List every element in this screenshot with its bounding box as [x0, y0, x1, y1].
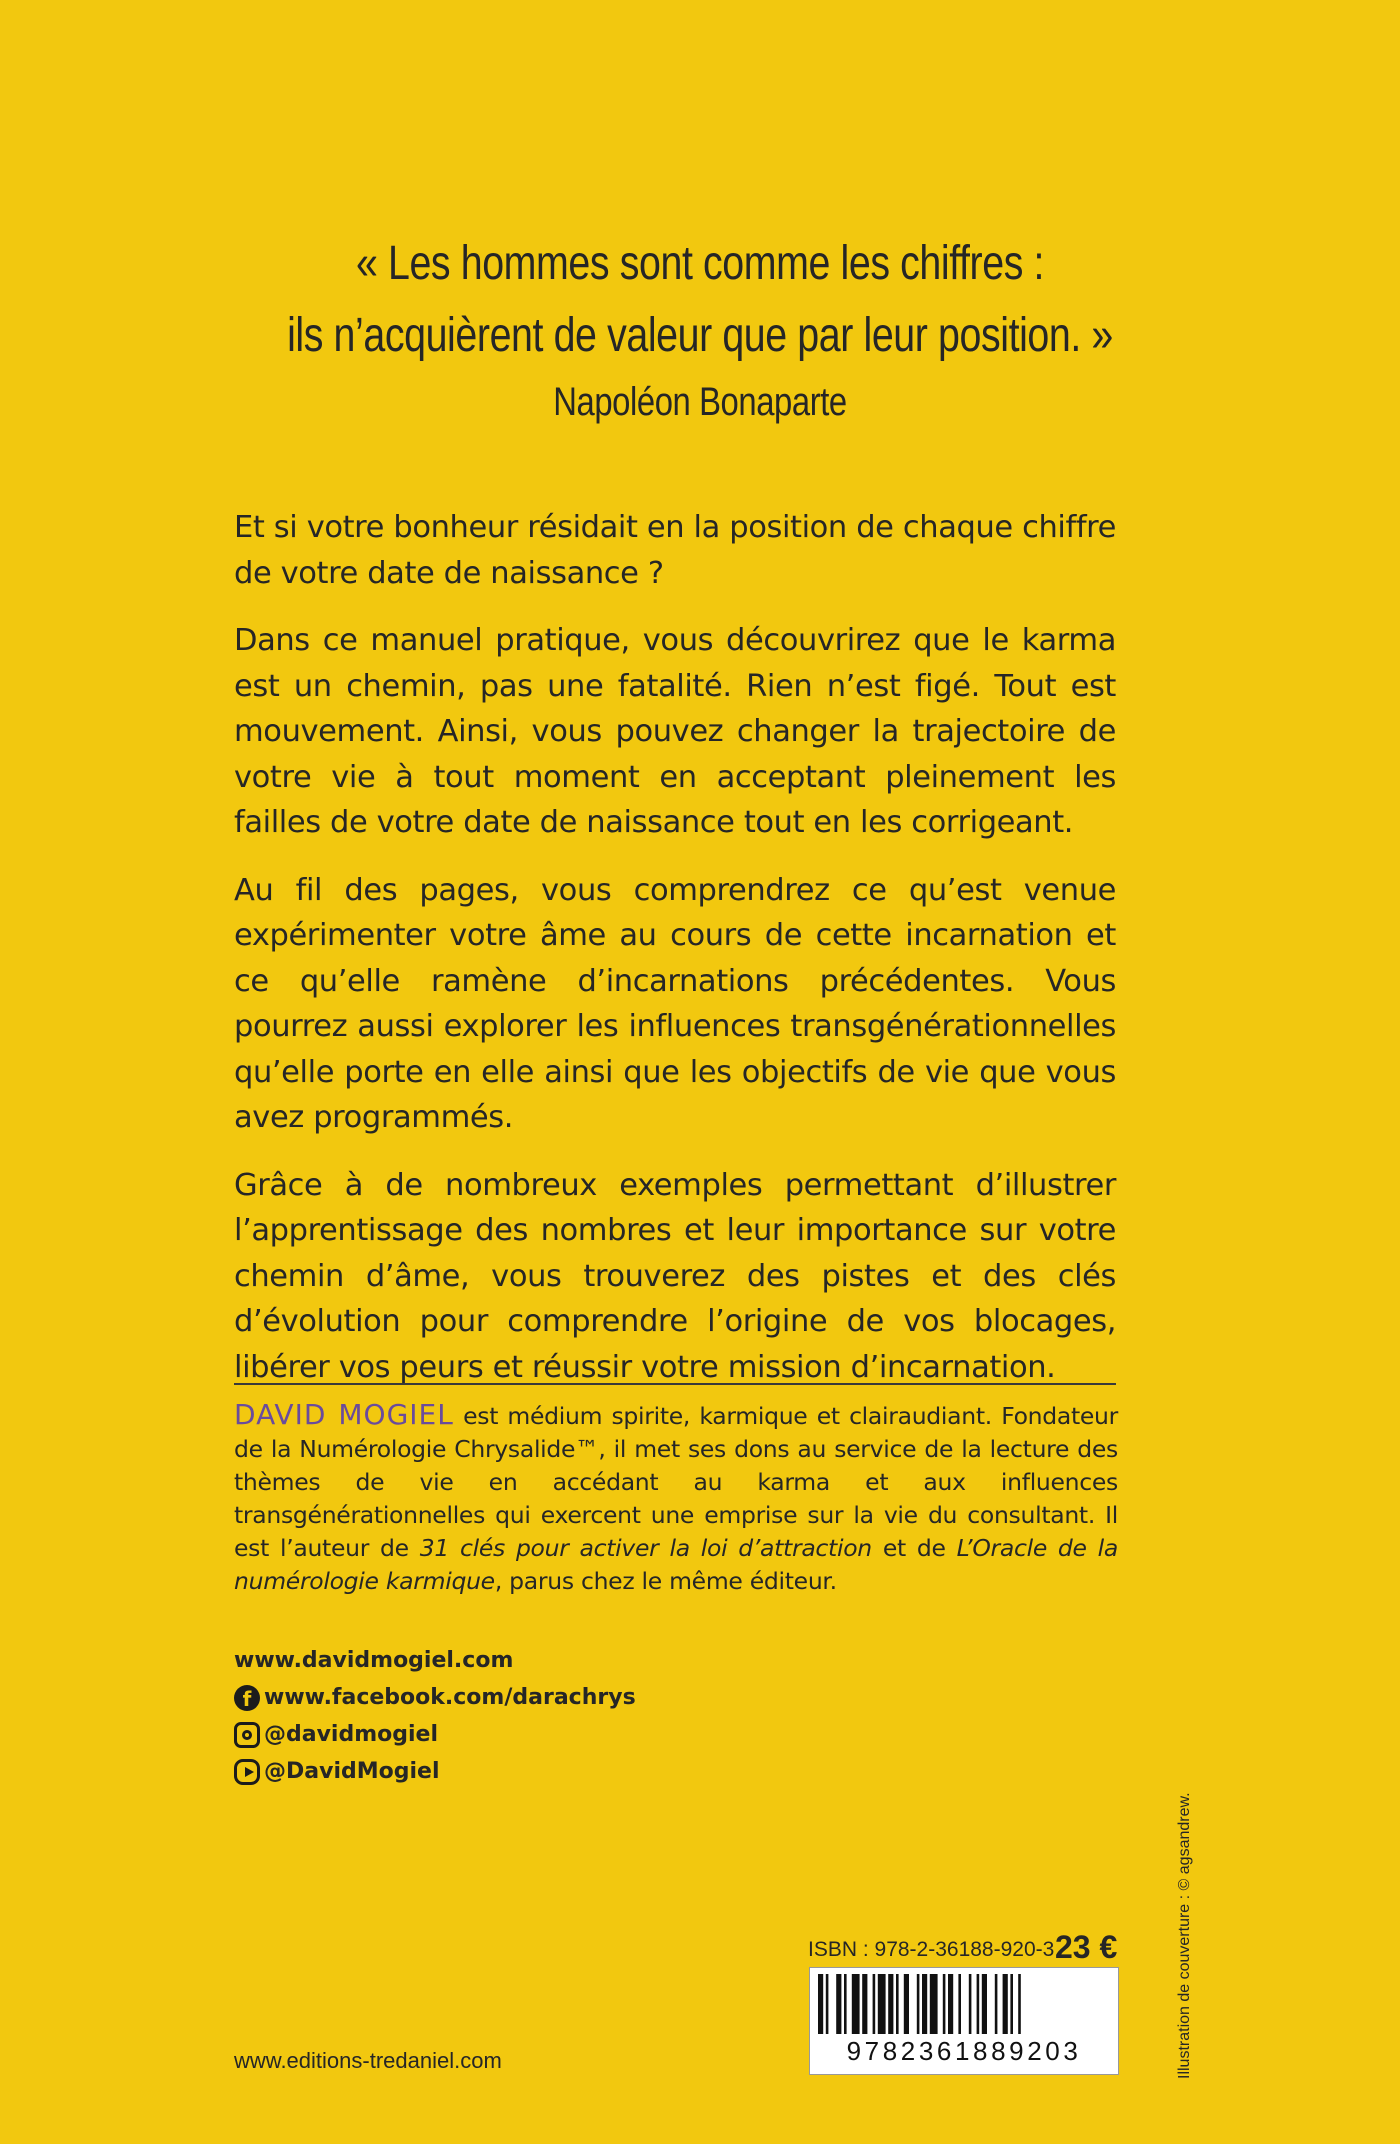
youtube-link-text: @DavidMogiel	[264, 1759, 440, 1784]
isbn: ISBN : 978-2-36188-920-3	[808, 1938, 1055, 1961]
barcode-bar	[818, 1974, 823, 2038]
barcode-bar	[969, 1974, 972, 2038]
barcode-bar	[977, 1974, 980, 2038]
youtube-icon	[234, 1759, 260, 1785]
publisher-website[interactable]: www.editions-tredaniel.com	[234, 2048, 502, 2073]
author-bio	[234, 1398, 1118, 1598]
barcode-bar	[922, 1974, 927, 2038]
instagram-link-text: @davidmogiel	[264, 1722, 439, 1747]
barcode-bar	[1003, 1974, 1008, 2038]
bio-text-1: est médium spirite, karmique et clairaudiant. Fondateur de la Numérologie Chrysalide™, il met ses dons au service de la lecture des thèmes de vie en accédant au karma et aux influences transgénérationnelles qui exercent une emprise sur la vie du consultant. Il est l’auteur de	[234, 1402, 1118, 1562]
bio-text-2: et de	[871, 1534, 957, 1562]
barcode-bar	[995, 1974, 998, 2038]
barcode-bar	[948, 1974, 953, 2038]
barcode	[809, 1967, 1119, 2075]
paragraph-2: Dans ce manuel pratique, vous découvrirez que le karma est un chemin, pas une fatalité. Rien n’est figé. Tout est mouvement. Ainsi, vous pouvez changer la trajectoire de votre vie à tout moment en acceptant pleinement les failles de votre date de naissance tout en les corrigeant.	[234, 623, 1116, 840]
barcode-bar	[888, 1974, 893, 2038]
barcode-bar	[836, 1974, 841, 2038]
instagram-icon	[234, 1722, 260, 1748]
barcode-bar	[852, 1974, 860, 2038]
epigraph-quote	[126, 228, 1274, 434]
bio-text-3: , parus chez le même éditeur.	[494, 1567, 837, 1595]
website-link-text: www.davidmogiel.com	[234, 1648, 514, 1673]
price: 23 €	[1055, 1929, 1118, 1965]
facebook-link[interactable]	[234, 1679, 636, 1716]
facebook-link-text: www.facebook.com/darachrys	[264, 1685, 636, 1710]
facebook-icon: f	[234, 1685, 260, 1711]
barcode-bar	[917, 1974, 920, 2038]
book-title-1: 31 clés pour activer la loi d’attraction	[419, 1534, 872, 1562]
quote-line-2: ils n’acquièrent de valeur que par leur position. »	[287, 309, 1113, 362]
book-title-2: L’Oracle de la numérologie karmique	[234, 1534, 1118, 1595]
quote-author: Napoléon Bonaparte	[553, 380, 847, 424]
quote-line-1: « Les hommes sont comme les chiffres :	[355, 237, 1045, 290]
paragraph-3: Au fil des pages, vous comprendrez ce qu’est venue expérimenter votre âme au cours de cette incarnation et ce qu’elle ramène d’incarnations précédentes. Vous pourrez aussi explorer les influences transgénérationnelles qu’elle porte en elle ainsi que les objectifs de vie que vous avez programmés.	[234, 872, 1116, 1135]
barcode-bar	[1018, 1974, 1021, 2038]
cover-credit: Illustration de couverture : © agsandrew.	[1176, 1792, 1193, 2079]
divider	[234, 1383, 1116, 1385]
paragraph-4: Grâce à de nombreux exemples permettant d’illustrer l’apprentissage des nombres et leur importance sur votre chemin d’âme, vous trouverez des pistes et des clés d’évolution pour comprendre l’origine de vos blocages, libérer vos peurs et réussir votre mission d’incarnation.	[234, 1167, 1116, 1385]
barcode-digits: 9782361889203	[814, 2034, 1114, 2068]
barcode-bar	[862, 1974, 867, 2038]
barcode-bar	[873, 1974, 876, 2038]
barcode-bar	[982, 1974, 987, 2038]
barcode-bar	[904, 1974, 909, 2038]
author-links	[234, 1642, 636, 1790]
youtube-link[interactable]	[234, 1753, 636, 1790]
barcode-bar	[930, 1974, 938, 2038]
barcode-bar	[1010, 1974, 1013, 2038]
instagram-link[interactable]	[234, 1716, 636, 1753]
paragraph-1: Et si votre bonheur résidait en la position de chaque chiffre de votre date de naissance ?	[234, 510, 1116, 591]
barcode-bar	[878, 1974, 886, 2038]
barcode-bar	[896, 1974, 899, 2038]
author-name: DAVID MOGIEL	[234, 1398, 454, 1431]
barcode-bar	[844, 1974, 847, 2038]
barcode-bar	[958, 1974, 961, 2038]
barcode-bar	[826, 1974, 829, 2038]
back-cover-text	[234, 505, 1116, 1412]
barcode-bar	[943, 1974, 946, 2038]
website-link[interactable]	[234, 1642, 636, 1679]
